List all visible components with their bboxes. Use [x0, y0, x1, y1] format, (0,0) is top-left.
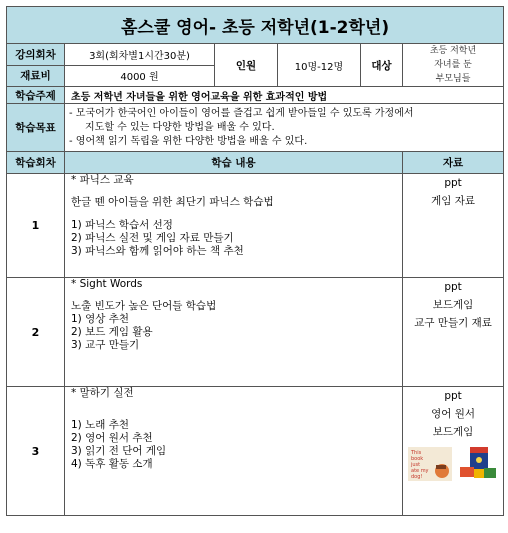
target-line-1: 초등 저학년 — [429, 46, 477, 56]
material-item: ppt — [444, 281, 462, 293]
table-row — [7, 278, 504, 387]
list-item: 2) 영어 원서 추천 — [71, 432, 153, 444]
target-line-2: 자녀를 둔 — [434, 60, 472, 70]
session-number: 1 — [7, 174, 65, 278]
course-plan-table — [6, 6, 504, 516]
list-item: 1) 파닉스 학습서 선정 — [71, 219, 173, 231]
session-content — [65, 174, 403, 278]
participants-value: 10명-12명 — [278, 44, 361, 87]
goal-line-1: - 모국어가 한국어인 아이들이 영어를 즐겁고 쉽게 받아들일 수 있도록 가정에서 — [69, 107, 414, 119]
session-subtitle: 한글 뗀 아이들을 위한 최단기 파닉스 학습법 — [71, 196, 274, 208]
book-cover-text: just — [411, 462, 421, 468]
topic-value: 초등 저학년 자녀들을 위한 영어교육을 위한 효과적인 방법 — [65, 87, 504, 104]
goal-content — [65, 104, 504, 152]
session-heading: * 말하기 실전 — [71, 387, 134, 399]
goal-line-2: 지도할 수 있는 다양한 방법을 배울 수 있다. — [85, 121, 275, 133]
page-title: 홈스쿨 영어- 초등 저학년(1-2학년) — [7, 7, 504, 44]
session-item-list — [71, 419, 402, 471]
book-cover-text: This — [411, 450, 422, 456]
participants-label: 인원 — [215, 44, 278, 87]
target-value — [403, 44, 504, 87]
session-subtitle: 노출 빈도가 높은 단어들 학습법 — [71, 300, 217, 312]
list-item: 2) 파닉스 실전 및 게임 자료 만들기 — [71, 232, 234, 244]
session-heading: * 파닉스 교육 — [71, 174, 134, 186]
session-item-list — [71, 313, 402, 352]
english-book-cover-image — [408, 447, 452, 481]
target-line-3: 부모님들 — [435, 74, 471, 84]
material-item: 게임 자료 — [431, 195, 475, 207]
fee-value: 4000 원 — [65, 65, 215, 87]
session-materials — [403, 174, 504, 278]
material-item: 교구 만들기 재료 — [414, 317, 492, 329]
session-number: 3 — [7, 387, 65, 516]
book-cover-text: dog! — [411, 474, 423, 480]
session-item-list — [71, 219, 402, 258]
table-row — [7, 387, 504, 516]
list-item: 1) 노래 추천 — [71, 419, 130, 431]
material-item: ppt — [444, 177, 462, 189]
course-plan-sheet — [6, 6, 503, 530]
material-item: 보드게임 — [432, 299, 474, 311]
sessions-label: 강의회차 — [7, 44, 65, 66]
session-materials — [403, 387, 504, 516]
list-item: 1) 영상 추천 — [71, 313, 130, 325]
material-item: 보드게임 — [432, 426, 474, 438]
session-number: 2 — [7, 278, 65, 387]
col-header-materials: 자료 — [403, 152, 504, 174]
goal-label: 학습목표 — [7, 104, 65, 152]
board-game-box-image — [458, 447, 498, 481]
session-heading: * Sight Words — [71, 278, 143, 290]
session-content — [65, 387, 403, 516]
sessions-value: 3회(회차별1시간30분) — [65, 44, 215, 66]
material-item: ppt — [444, 390, 462, 402]
list-item: 3) 파닉스와 함께 읽어야 하는 책 추천 — [71, 245, 244, 257]
list-item: 3) 교구 만들기 — [71, 339, 140, 351]
table-row — [7, 174, 504, 278]
col-header-session: 학습회차 — [7, 152, 65, 174]
list-item: 4) 독후 활동 소개 — [71, 458, 153, 470]
goal-line-3: - 영어책 읽기 독립을 위한 다양한 방법을 배울 수 있다. — [69, 135, 308, 147]
session-materials — [403, 278, 504, 387]
list-item: 3) 읽기 전 단어 게임 — [71, 445, 167, 457]
col-header-content: 학습 내용 — [65, 152, 403, 174]
fee-label: 재료비 — [7, 65, 65, 87]
topic-label: 학습주제 — [7, 87, 65, 104]
material-item: 영어 원서 — [431, 408, 475, 420]
book-cover-text: book — [411, 456, 424, 462]
list-item: 2) 보드 게임 활용 — [71, 326, 153, 338]
session-content — [65, 278, 403, 387]
book-cover-text: ate my — [411, 468, 429, 474]
book-images — [403, 447, 503, 481]
target-label: 대상 — [361, 44, 403, 87]
